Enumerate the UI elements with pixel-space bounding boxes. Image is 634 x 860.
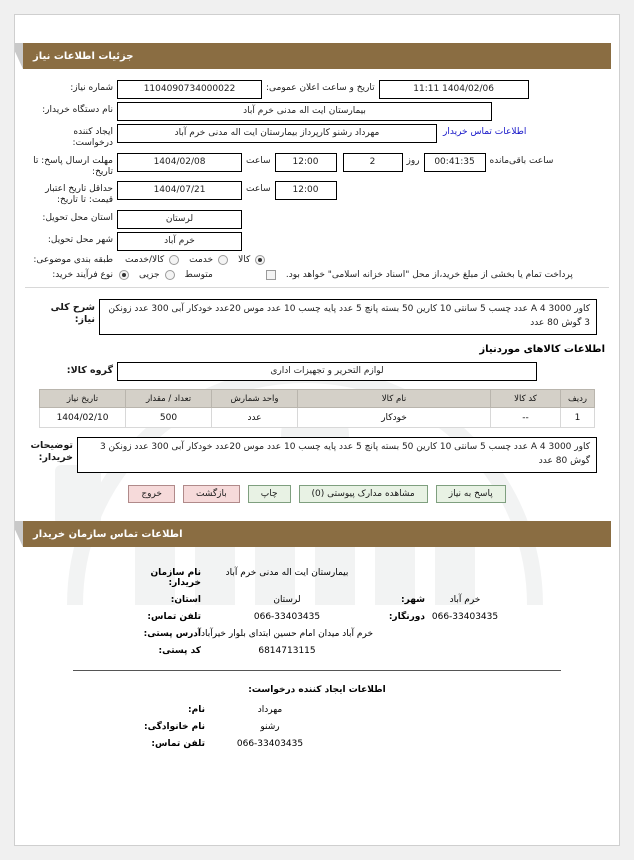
table-row bbox=[40, 408, 595, 428]
need-summary-label: شرح کلی نیاز: bbox=[50, 302, 95, 325]
row-buyer-notes bbox=[25, 437, 609, 473]
radio-process-motavaset[interactable] bbox=[165, 270, 175, 280]
creator-row-last-name bbox=[25, 722, 609, 732]
row-price-validity bbox=[25, 181, 609, 207]
bar-corner-decoration-2 bbox=[14, 521, 23, 547]
row-need-number bbox=[25, 80, 609, 99]
validity-date-field: 1404/07/21 bbox=[117, 181, 242, 200]
print-button[interactable]: چاپ bbox=[248, 485, 291, 503]
deadline-hour-label: ساعت bbox=[246, 155, 271, 166]
contact-city-label: شهر: bbox=[401, 595, 425, 605]
back-button[interactable]: بازگشت bbox=[183, 485, 240, 503]
category-label: طبقه بندی موضوعی: bbox=[33, 254, 113, 265]
row-buyer-org bbox=[25, 102, 609, 121]
goods-section-title: اطلاعات کالاهای موردنیاز bbox=[479, 344, 605, 355]
process-type-label: نوع فرآیند خرید: bbox=[52, 269, 113, 280]
radio-process-jozii[interactable] bbox=[119, 270, 129, 280]
contact-row-phone-fax bbox=[25, 612, 609, 622]
validity-time-field: 12:00 bbox=[275, 181, 337, 200]
row-deadline bbox=[25, 153, 609, 179]
row-process-type bbox=[25, 269, 609, 281]
creator-row-phone bbox=[25, 739, 609, 749]
col-name: نام کالا bbox=[298, 390, 491, 408]
buyer-org-field: بیمارستان ایت اله مدنی خرم آباد bbox=[117, 102, 492, 121]
delivery-city-field: خرم آباد bbox=[117, 232, 242, 251]
need-number-label: شماره نیاز: bbox=[70, 83, 113, 93]
col-date: تاریخ نیاز bbox=[40, 390, 126, 408]
goods-group-field: لوازم التحریر و تجهیزات اداری bbox=[117, 362, 537, 381]
days-remaining-field: 2 bbox=[343, 153, 403, 172]
goods-group-label: گروه کالا: bbox=[66, 365, 113, 376]
radio-category-kala[interactable] bbox=[255, 255, 265, 265]
radio-process-motavaset-label: متوسط bbox=[184, 269, 213, 280]
treasury-checkbox-label: پرداخت تمام یا بخشی از مبلغ خرید،از محل "اسناد خزانه اسلامی" خواهد بود. bbox=[285, 269, 573, 280]
buyer-contact-link[interactable]: اطلاعات تماس خریدار bbox=[443, 127, 527, 137]
days-unit-label: روز bbox=[406, 155, 420, 166]
contact-phone-value: 066-33403435 bbox=[253, 612, 321, 622]
need-summary-field: کاور A 4 3000 عدد چسب 5 سانتی 10 کارین 50 بسته پانچ 5 عدد پایه چسب 10 عدد موس 20عدد خودکار آبی 300 عدد زونکن 3 گوش 80 عدد bbox=[99, 299, 597, 335]
row-creator bbox=[25, 124, 609, 150]
row-city bbox=[25, 232, 609, 251]
price-validity-label: حداقل تاریخ اعتبار قیمت: تا تاریخ: bbox=[45, 184, 113, 206]
row-need-summary bbox=[25, 299, 609, 335]
contact-province-value: لرستان bbox=[273, 595, 301, 605]
cell-date: 1404/02/10 bbox=[40, 408, 126, 428]
announce-datetime-label: تاریخ و ساعت اعلان عمومی: bbox=[266, 83, 375, 93]
contact-postal-label: کد پستی: bbox=[158, 646, 201, 656]
contact-row-org bbox=[25, 568, 609, 588]
contact-org-label: نام سازمان خریدار: bbox=[150, 568, 201, 588]
cell-name: خودکار bbox=[298, 408, 491, 428]
buyer-notes-field: کاور A 4 3000 عدد چسب 5 سانتی 10 کارین 50 بسته پانچ 5 عدد پایه چسب 10 عدد موس 20عدد خودکار آبی 300 عدد زونکن 3 گوش 80 عدد bbox=[77, 437, 597, 473]
row-goods-group bbox=[25, 362, 609, 381]
bar-corner-decoration bbox=[14, 43, 23, 69]
contact-phone-label: تلفن تماس: bbox=[147, 612, 201, 622]
creator-phone-value: 066-33403435 bbox=[236, 739, 304, 749]
row-province bbox=[25, 210, 609, 229]
cell-quantity: 500 bbox=[126, 408, 212, 428]
respond-to-need-button[interactable]: پاسخ به نیاز bbox=[436, 485, 506, 503]
document-sheet bbox=[14, 14, 620, 846]
contact-fax-label: دورنگار: bbox=[388, 612, 425, 622]
action-buttons bbox=[15, 485, 619, 503]
contact-divider bbox=[73, 670, 561, 671]
section-header-need-details-label: جزئیات اطلاعات نیاز bbox=[33, 50, 134, 62]
goods-table-header-row bbox=[40, 390, 595, 408]
section-header-buyer-contact bbox=[23, 521, 611, 547]
deadline-label: مهلت ارسال پاسخ: تا تاریخ: bbox=[33, 155, 113, 177]
creator-row-first-name bbox=[25, 705, 609, 715]
contact-city-value: خرم آباد bbox=[449, 595, 481, 605]
creator-last-name-value: رشنو bbox=[260, 722, 280, 732]
contact-province-label: استان: bbox=[170, 595, 201, 605]
contact-row-province-city bbox=[25, 595, 609, 605]
creator-phone-label: تلفن تماس: bbox=[151, 739, 205, 749]
announce-datetime-field: 1404/02/06 11:11 bbox=[379, 80, 529, 99]
contact-row-address bbox=[25, 629, 609, 639]
radio-category-khedmat-label: خدمت bbox=[189, 254, 214, 265]
cell-code: -- bbox=[491, 408, 561, 428]
remaining-time-label: ساعت باقی‌مانده bbox=[489, 155, 554, 166]
exit-button[interactable]: خروج bbox=[128, 485, 175, 503]
col-unit: واحد شمارش bbox=[212, 390, 298, 408]
section-header-buyer-contact-label: اطلاعات تماس سازمان خریدار bbox=[33, 528, 183, 540]
delivery-city-label: شهر محل تحویل: bbox=[47, 234, 113, 245]
contact-fax-value: 066-33403435 bbox=[431, 612, 499, 622]
buyer-org-label: نام دستگاه خریدار: bbox=[42, 105, 113, 115]
buyer-notes-label: توضیحات خریدار: bbox=[30, 440, 73, 463]
col-code: کد کالا bbox=[491, 390, 561, 408]
creator-last-name-label: نام خانوادگی: bbox=[143, 722, 205, 732]
cell-index: 1 bbox=[561, 408, 595, 428]
radio-category-kala-khedmat[interactable] bbox=[169, 255, 179, 265]
delivery-province-label: استان محل تحویل: bbox=[42, 212, 113, 223]
need-number-field: 1104090734000022 bbox=[117, 80, 262, 99]
treasury-checkbox[interactable] bbox=[266, 270, 276, 280]
contact-org-value: بیمارستان ایت اله مدنی خرم آباد bbox=[225, 568, 349, 578]
contact-address-label: آدرس پستی: bbox=[143, 629, 201, 639]
delivery-province-field: لرستان bbox=[117, 210, 242, 229]
view-attachments-button[interactable]: مشاهده مدارک پیوستی (0) bbox=[299, 485, 428, 503]
row-category bbox=[25, 254, 609, 266]
cell-unit: عدد bbox=[212, 408, 298, 428]
creator-first-name-label: نام: bbox=[188, 705, 205, 715]
col-index: ردیف bbox=[561, 390, 595, 408]
deadline-time-field: 12:00 bbox=[275, 153, 337, 172]
contact-row-postal bbox=[25, 646, 609, 656]
validity-hour-label: ساعت bbox=[246, 184, 271, 194]
remaining-time-field: 00:41:35 bbox=[424, 153, 486, 172]
radio-category-khedmat[interactable] bbox=[218, 255, 228, 265]
deadline-date-field: 1404/02/08 bbox=[117, 153, 242, 172]
col-quantity: تعداد / مقدار bbox=[126, 390, 212, 408]
contact-address-value: خرم آباد میدان امام حسین ابتدای بلوار خیرآباد bbox=[201, 629, 374, 639]
section-header-need-details bbox=[23, 43, 611, 69]
radio-category-kala-label: کالا bbox=[238, 254, 251, 265]
creator-first-name-value: مهرداد bbox=[257, 705, 283, 715]
radio-category-kala-khedmat-label: کالا/خدمت bbox=[125, 254, 165, 265]
goods-table bbox=[39, 389, 595, 428]
contact-postal-value: 6814713115 bbox=[258, 646, 316, 656]
creator-field: مهرداد رشنو کارپرداز بیمارستان ایت اله مدنی خرم آباد bbox=[117, 124, 437, 143]
creator-label: ایجاد کننده درخواست: bbox=[72, 127, 113, 149]
radio-process-jozii-label: جزیی bbox=[139, 269, 160, 280]
creator-info-title: اطلاعات ایجاد کننده درخواست: bbox=[248, 685, 386, 695]
